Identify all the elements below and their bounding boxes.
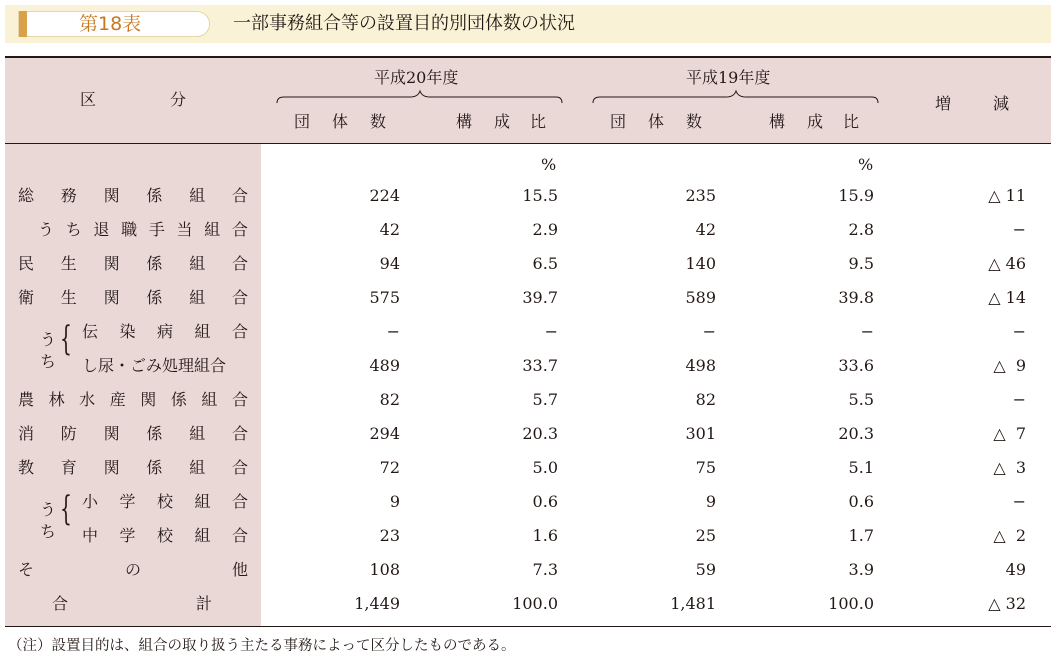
cell-h20-ratio: − xyxy=(544,322,558,341)
cell-h19-count: 75 xyxy=(695,458,716,477)
cell-h20-ratio: 33.7 xyxy=(522,356,558,375)
header-count-3: 数 xyxy=(370,112,387,131)
cell-h19-ratio: 2.8 xyxy=(848,220,874,239)
bracket-label-uchi-1: う xyxy=(40,500,57,519)
cell-h20-count: 9 xyxy=(389,492,400,511)
unit-percent: % xyxy=(858,155,874,174)
cell-h19-ratio: 1.7 xyxy=(848,526,874,545)
cell-h20-count: − xyxy=(386,322,400,341)
row-label: 消 防 関 係 組 合 xyxy=(18,424,248,443)
cell-change: △ 32 xyxy=(988,594,1026,613)
row-label: 教 育 関 係 組 合 xyxy=(18,458,248,477)
cell-h19-ratio: 33.6 xyxy=(838,356,874,375)
header-ratio-3: 比 xyxy=(530,112,547,131)
row-label: 衛 生 関 係 組 合 xyxy=(18,288,248,307)
row-label: 小 学 校 組 合 xyxy=(82,492,248,511)
cell-h19-count: 9 xyxy=(705,492,716,511)
cell-h19-ratio: 5.5 xyxy=(848,390,874,409)
cell-h19-count: 235 xyxy=(685,186,716,205)
header-change-1: 増 xyxy=(935,94,952,113)
cell-h19-ratio: 39.8 xyxy=(838,288,874,307)
cell-h20-count: 575 xyxy=(369,288,400,307)
cell-h19-ratio: 15.9 xyxy=(838,186,874,205)
cell-h19-count: − xyxy=(702,322,716,341)
cell-h20-ratio: 15.5 xyxy=(522,186,558,205)
cell-change: △ 46 xyxy=(988,254,1026,273)
row-label: う ち 退 職 手 当 組 合 xyxy=(38,220,248,239)
cell-h19-ratio: 5.1 xyxy=(848,458,874,477)
header-h20: 平成20年度 xyxy=(374,68,459,87)
bracket-brace-icon: { xyxy=(60,489,72,529)
row-label: 総 務 関 係 組 合 xyxy=(18,186,248,205)
row-label-total: 合 計 xyxy=(52,594,212,613)
header-ratio-2: 成 xyxy=(494,112,511,131)
cell-h19-count: 59 xyxy=(695,560,716,579)
cell-change: △ 2 xyxy=(993,526,1026,545)
cell-h19-ratio: 20.3 xyxy=(838,424,874,443)
header-ratio-2: 成 xyxy=(807,112,824,131)
cell-h20-ratio: 5.0 xyxy=(532,458,558,477)
cell-h20-count: 489 xyxy=(369,356,400,375)
header-category-1: 区 xyxy=(80,90,97,109)
cell-h20-ratio: 5.7 xyxy=(532,390,558,409)
cell-h20-count: 23 xyxy=(379,526,400,545)
cell-change: △ 11 xyxy=(988,186,1026,205)
cell-h20-ratio: 100.0 xyxy=(512,594,558,613)
table-title: 一部事務組合等の設置目的別団体数の状況 xyxy=(233,13,575,34)
header-ratio-1: 構 xyxy=(769,112,786,131)
cell-change: △ 3 xyxy=(993,458,1026,477)
table-number: 第18表 xyxy=(79,13,142,35)
row-label: 農 林 水 産 関 係 組 合 xyxy=(18,390,248,409)
cell-h20-count: 108 xyxy=(369,560,400,579)
header-category-2: 分 xyxy=(170,90,187,109)
row-label: そ の 他 xyxy=(18,560,248,579)
cell-h20-count: 82 xyxy=(379,390,400,409)
cell-h19-count: 140 xyxy=(685,254,716,273)
cell-change: − xyxy=(1012,390,1026,409)
cell-h19-ratio: 100.0 xyxy=(828,594,874,613)
header-change-2: 減 xyxy=(993,94,1010,113)
bracket-brace-icon: { xyxy=(60,319,72,359)
cell-h19-count: 301 xyxy=(685,424,716,443)
cell-h19-ratio: 9.5 xyxy=(848,254,874,273)
header-count-2: 体 xyxy=(648,112,665,131)
header-count-2: 体 xyxy=(332,112,349,131)
cell-h20-count: 42 xyxy=(379,220,400,239)
header-ratio-3: 比 xyxy=(843,112,860,131)
cell-change: − xyxy=(1012,220,1026,239)
row-label: 伝 染 病 組 合 xyxy=(82,322,248,341)
cell-h19-count: 25 xyxy=(695,526,716,545)
cell-h20-ratio: 7.3 xyxy=(532,560,558,579)
cell-h19-count: 42 xyxy=(695,220,716,239)
header-count-1: 団 xyxy=(610,112,627,131)
cell-h20-count: 294 xyxy=(369,424,400,443)
bracket-label-uchi-2: ち xyxy=(40,352,57,371)
cell-h20-count: 72 xyxy=(379,458,400,477)
bracket-label-uchi-2: ち xyxy=(40,522,57,541)
row-label: し尿・ごみ処理組合 xyxy=(82,356,227,375)
cell-h20-count: 94 xyxy=(379,254,400,273)
cell-h20-ratio: 6.5 xyxy=(532,254,558,273)
cell-h19-ratio: 0.6 xyxy=(848,492,874,511)
bracket-label-uchi-1: う xyxy=(40,330,57,349)
cell-h19-count: 82 xyxy=(695,390,716,409)
unit-percent: % xyxy=(541,155,557,174)
cell-change: △ 7 xyxy=(993,424,1026,443)
header-count-3: 数 xyxy=(686,112,703,131)
cell-h19-count: 589 xyxy=(685,288,716,307)
cell-h19-count: 498 xyxy=(685,356,716,375)
cell-h20-ratio: 2.9 xyxy=(532,220,558,239)
cell-change: 49 xyxy=(1005,560,1026,579)
cell-h19-count: 1,481 xyxy=(670,594,716,613)
cell-change: − xyxy=(1012,492,1026,511)
footnote: （注）設置目的は、組合の取り扱う主たる事務によって区分したものである。 xyxy=(8,638,516,654)
cell-h20-count: 1,449 xyxy=(354,594,400,613)
cell-change: △ 9 xyxy=(993,356,1026,375)
cell-h20-ratio: 39.7 xyxy=(522,288,558,307)
cell-h20-ratio: 0.6 xyxy=(532,492,558,511)
cell-h20-count: 224 xyxy=(369,186,400,205)
cell-change: △ 14 xyxy=(988,288,1026,307)
row-label: 中 学 校 組 合 xyxy=(82,526,248,545)
cell-h19-ratio: 3.9 xyxy=(848,560,874,579)
cell-change: − xyxy=(1012,322,1026,341)
header-ratio-1: 構 xyxy=(456,112,473,131)
cell-h19-ratio: − xyxy=(860,322,874,341)
header-count-1: 団 xyxy=(294,112,311,131)
cell-h20-ratio: 20.3 xyxy=(522,424,558,443)
header-h19: 平成19年度 xyxy=(686,68,771,87)
row-label: 民 生 関 係 組 合 xyxy=(18,254,248,273)
cell-h20-ratio: 1.6 xyxy=(532,526,558,545)
